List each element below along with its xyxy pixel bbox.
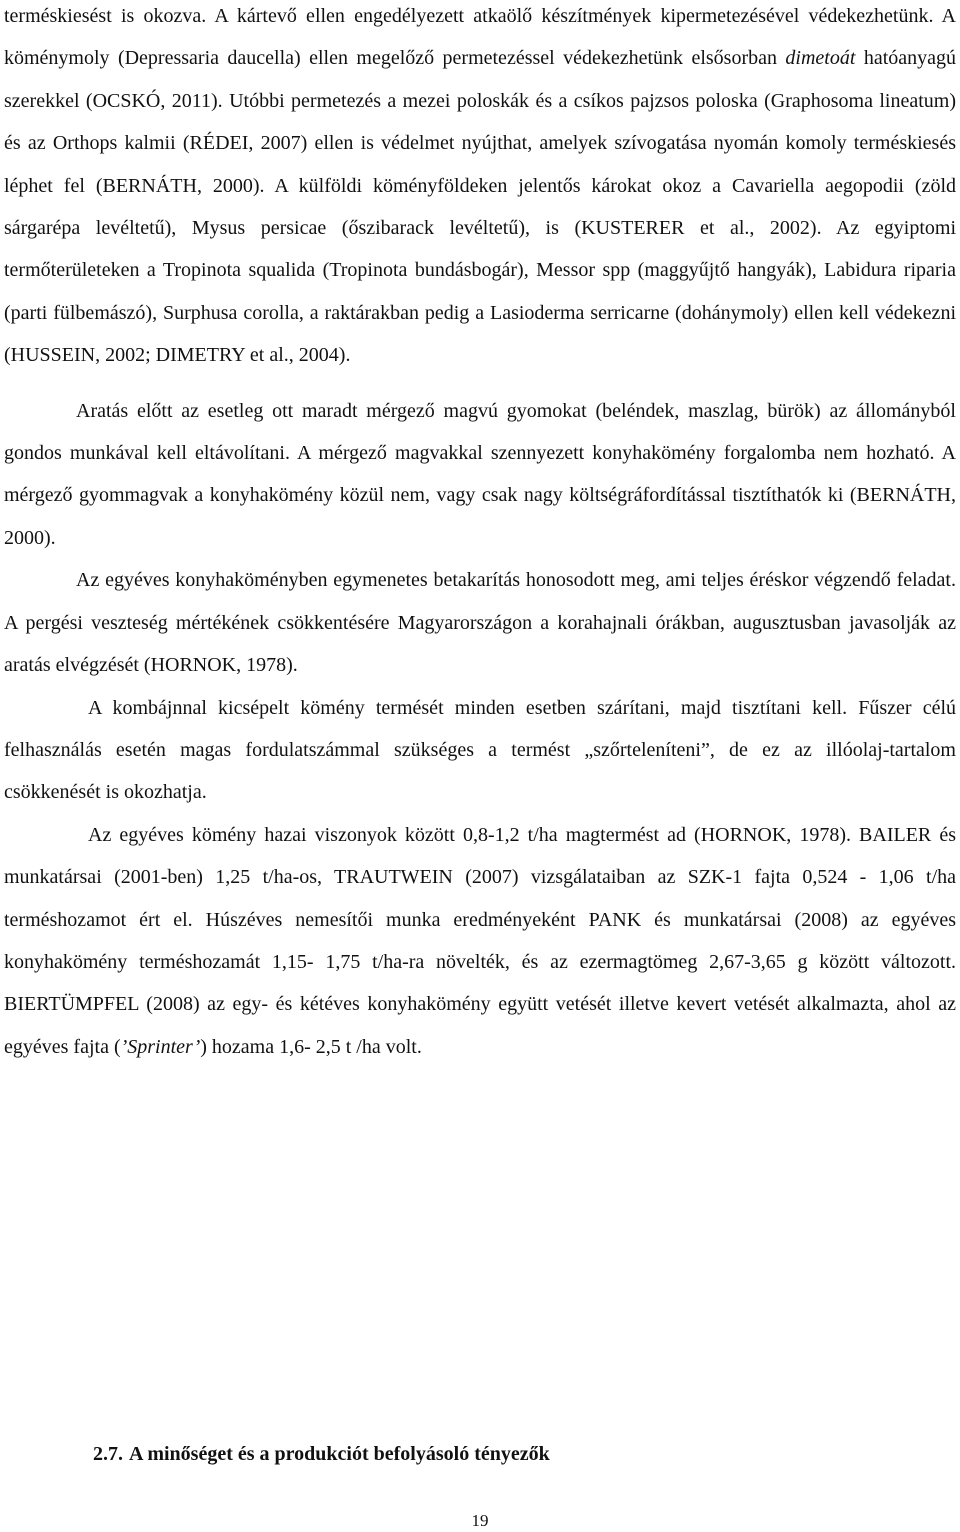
text-run: Aratás előtt az esetleg ott maradt mérgező magvú gyomokat (beléndek, maszlag, bürök) az állományból gondos munkával kell eltávolítani. A mérgező magvakkal szennyezett konyhakömény forgalomba nem hozható. A mérgező gyommagvak a konyhakömény közül nem, vagy csak nagy költségráfordítással tisztíthatók ki (BERNÁTH, 2000). [4,399,956,549]
italic-run: dimetoát [785,47,856,70]
section-heading [93,1440,550,1468]
italic-run: ’Sprinter’ [120,1035,201,1058]
text-run: Az egyéves kömény hazai viszonyok között 0,8-1,2 t/ha magtermést ad (HORNOK, 1978). BAILER és munkatársai (2001-ben) 1,25 t/ha-os, TRAUTWEIN (2007) vizsgálataiban az SZK-1 fajta 0,524 - 1,06 t/ha terméshozamot ért el. Húszéves nemesítői munka eredményeként PANK és munkatársai (2008) az egyéves konyhakömény terméshozamát 1,15- 1,75 t/ha-ra növelték, és az ezermagtömeg 2,67-3,65 g között változott. BIERTÜMPFEL (2008) az egy- és kétéves konyhakömény együtt vetését illetve kevert vetését alkalmazta, ahol az egyéves fajta ( [4,823,956,1058]
text-run: terméskiesést is okozva. A kártevő ellen engedélyezett atkaölő készítmények kipermetezésével védekezhetünk. A köménymoly (Depressaria daucella) ellen megelőző permetezéssel védekezhetünk elsősorban [4,5,956,70]
section-number: 2.7. [93,1443,123,1465]
section-title: A minőséget és a produkciót befolyásoló tényezők [129,1443,550,1465]
paragraph-yield [4,814,956,1068]
document-page [4,0,956,1068]
text-run: Az egyéves konyhaköményben egymenetes betakarítás honosodott meg, ami teljes éréskor végzendő feladat. A pergési veszteség mértékének csökkentésére Magyarországon a korahajnali órákban, augusztusban javasolják az aratás elvégzését (HORNOK, 1978). [4,569,956,677]
text-run: ) hozama 1,6- 2,5 t /ha volt. [200,1035,422,1058]
paragraph-drying [4,687,956,814]
paragraph-weeds [4,390,956,560]
paragraph-pests [4,0,956,377]
paragraph-harvest [4,559,956,686]
text-run: A kombájnnal kicsépelt kömény termését minden esetben szárítani, majd tisztítani kell. Fűszer célú felhasználás esetén magas fordulatszámmal szükséges a termést „szőrteleníteni”, de ez az illóolaj-tartalom csökkenését is okozhatja. [4,696,956,804]
text-run: hatóanyagú szerekkel (OCSKÓ, 2011). Utóbbi permetezés a mezei poloskák és a csíkos pajzsos poloska (Graphosoma lineatum) és az Orthops kalmii (RÉDEI, 2007) ellen is védelmet nyújthat, amelyek szívogatása nyomán komoly terméskiesés léphet fel (BERNÁTH, 2000). A külföldi köményföldeken jelentős károkat okoz a Cavariella aegopodii (zöld sárgarépa levéltetű), Mysus persicae (őszibarack levéltetű), is (KUSTERER et al., 2002). Az egyiptomi termőterületeken a Tropinota squalida (Tropinota bundásbogár), Messor spp (maggyűjtő hangyák), Labidura riparia (parti fülbemászó), Surphusa corolla, a raktárakban pedig a Lasioderma serricarne (dohánymoly) ellen kell védekezni (HUSSEIN, 2002; DIMETRY et al., 2004). [4,47,957,367]
page-number: 19 [471,1511,489,1530]
